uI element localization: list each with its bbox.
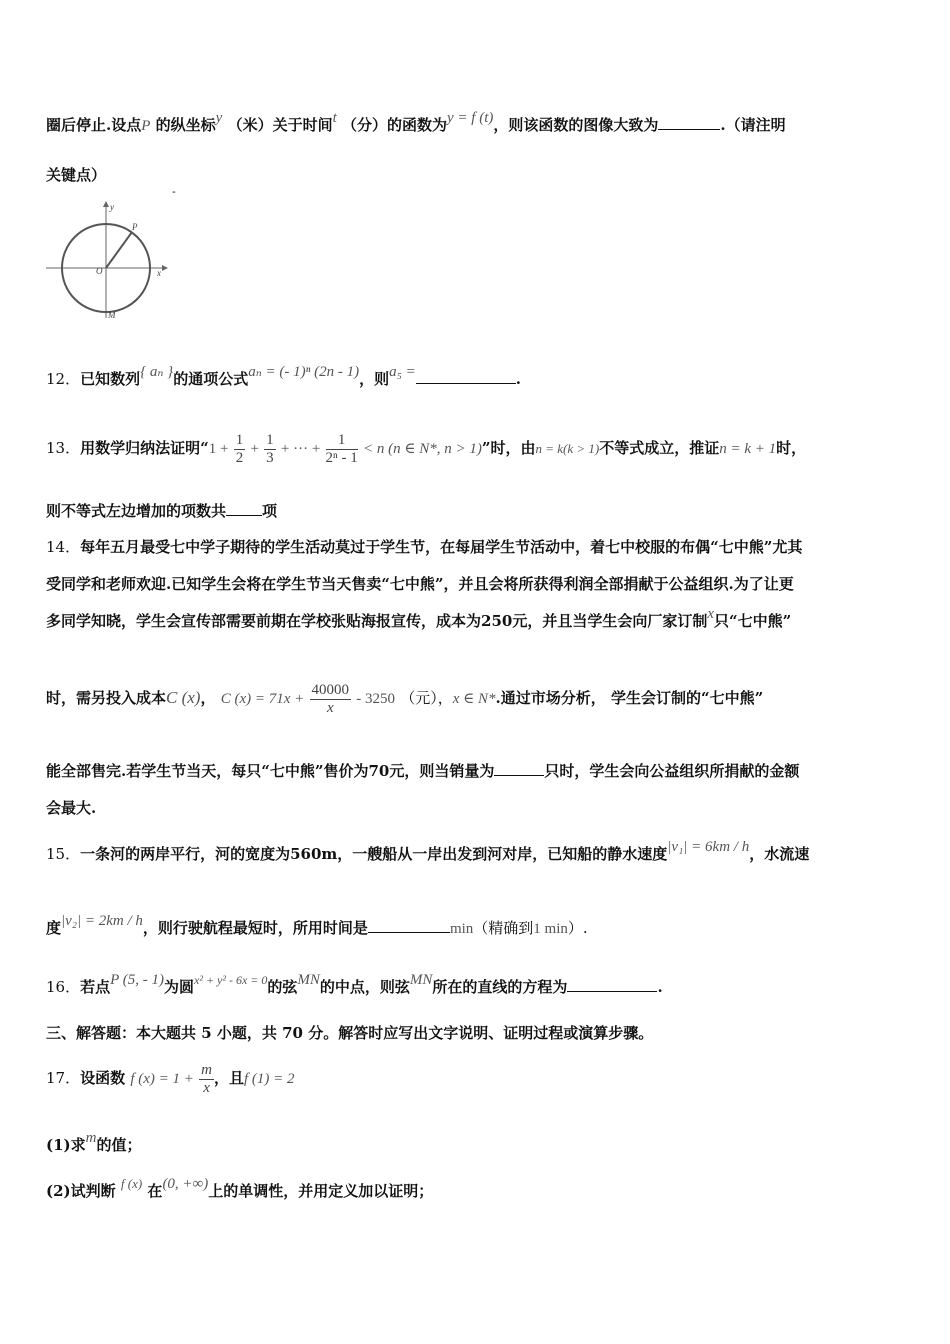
function-f: f (x) = 1 + (130, 1071, 194, 1087)
q11-line1: 圈后停止.设点P 的纵坐标y （米）关于时间t （分）的函数为y = f (t)，则该函数的图像大致为 .（请注明 (46, 110, 786, 134)
q13-line2: 则不等式左边增加的项数共 项 (46, 502, 278, 520)
q15-line1: 15．一条河的两岸平行，河的宽度为560m，一艘船从一岸出发到河对岸，已知船的静水速度|v₁| = 6km / h，水流速 (46, 839, 810, 863)
label-m: M (108, 310, 116, 320)
answer-blank[interactable] (368, 918, 450, 933)
func-y-ft: y = f (t) (447, 110, 494, 126)
interval: (0, +∞) (162, 1176, 209, 1192)
q14-line1: 14．每年五月最受七中学子期待的学生活动莫过于学生节，在每届学生节活动中，着七中校服的布偶“七中熊”尤其 (46, 538, 803, 556)
answer-blank[interactable] (494, 761, 544, 776)
q15-line2: 度|v₂| = 2km / h，则行驶航程最短时，所用时间是 min（精确到1 min）. (46, 913, 588, 937)
q14-line6: 会最大. (46, 799, 97, 817)
q17-part2: (2)试判断 f (x) 在(0, +∞)上的单调性，并用定义加以证明； (46, 1176, 434, 1200)
q14-line5: 能全部售完.若学生节当天，每只“七中熊”售价为70元，则当销量为 只时，学生会向公益组织所捐献的金额 (46, 762, 800, 780)
answer-blank[interactable] (416, 369, 516, 384)
q13-line1: 13．用数学归纳法证明“1 + $\frac{1}{2}$ + $\frac{1}{3}$ + ··· + $\frac{1}{\text{2ⁿ - 1}}$ < n (n ∈ N*, n > 1)”时，由n = k(k > 1)不等式成立，推证n = k + 1时， (46, 431, 807, 466)
seq-an: { aₙ } (140, 364, 174, 380)
q14-line2: 受同学和老师欢迎.已知学生会将在学生节当天售卖“七中熊”，并且会将所获得利润全部捐献于公益组织.为了让更 (46, 575, 794, 593)
label-p: P (132, 222, 138, 232)
label-y: y (110, 202, 114, 212)
label-o: O (96, 266, 103, 276)
answer-blank[interactable] (226, 501, 262, 516)
frac-1-2: $\frac{1}{2}$ (235, 431, 244, 466)
answer-blank[interactable] (658, 115, 720, 130)
frac-m-x: $\frac{m}{x}$ (201, 1061, 212, 1096)
q14-line3: 多同学知晓，学生会宣传部需要前期在学校张贴海报宣传，成本为250元，并且当学生会向厂家订制x只“七中熊” (46, 606, 792, 630)
point-p: P (5, - 1) (110, 972, 164, 988)
radius-op (106, 232, 132, 268)
y-arrow (103, 201, 109, 207)
frac-1-2n: $\frac{1}{\text{2ⁿ - 1}}$ (325, 431, 358, 466)
q14-line4: 时，需另投入成本C (x)， C (x) = 71x + $\frac{40000}{x}$ - 3250 （元），x ∈ N*.通过市场分析， 学生会订制的“七中熊” (46, 681, 764, 716)
x-arrow (162, 265, 168, 271)
label-x: x (157, 268, 161, 278)
cost-function: C (x) = 71x + (220, 691, 305, 707)
q16: 16．若点P (5, - 1)为圆$^{x^2 + y^2 - 6x = 0}$的弦MN的中点，则弦MN所在的直线的方程为 . (46, 972, 663, 996)
q17-part1: (1)求m的值； (46, 1130, 142, 1154)
q17-line1: 17．设函数 f (x) = 1 + $\frac{m}{x}$ ，且f (1) = 2 (46, 1061, 295, 1096)
speed-v2: |v₂| = 2km / h (61, 913, 143, 929)
q11-line2: 关键点） (46, 166, 107, 184)
answer-blank[interactable] (567, 977, 657, 992)
speed-v1: |v₁| = 6km / h (667, 839, 750, 855)
circle-equation: x² + y² - 6x = 0 (194, 973, 268, 987)
frac-40000-x: $\frac{40000}{x}$ (311, 681, 350, 716)
circle-figure (44, 198, 174, 324)
frac-1-3: $\frac{1}{3}$ (266, 431, 274, 466)
var-p: P (141, 118, 151, 134)
q12: 12．已知数列{ aₙ }的通项公式aₙ = (- 1)ⁿ (2n - 1)，则a₅ = . (46, 364, 521, 388)
general-term: aₙ = (- 1)ⁿ (2n - 1) (248, 364, 360, 380)
section-3-heading: 三、解答题：本大题共 5 小题，共 70 分。解答时应写出文字说明、证明过程或演算步骤。 (46, 1024, 654, 1042)
stray-dash: - (172, 185, 176, 198)
